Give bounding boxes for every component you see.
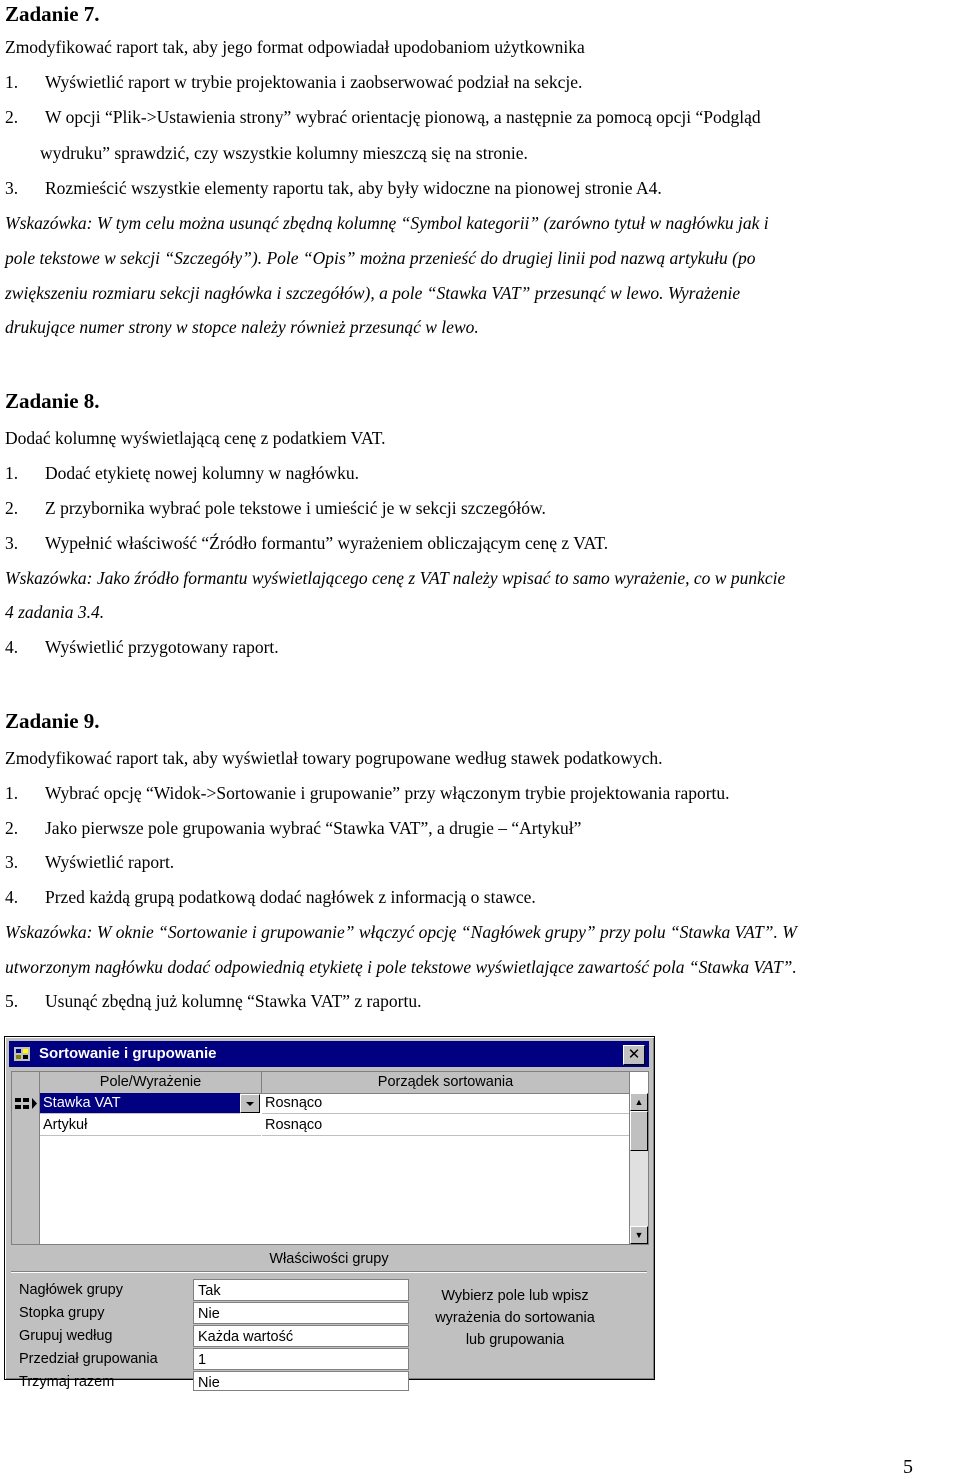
- z9-item-4: Przed każdą grupą podatkową dodać nagłówek z informacją o stawce.: [45, 887, 536, 907]
- group-indicator-icon: [14, 1095, 38, 1113]
- heading-zadanie-9: Zadanie 9.: [5, 709, 100, 733]
- column-header-order: Porządek sortowania: [262, 1072, 630, 1094]
- prop-value-group-interval[interactable]: 1: [193, 1348, 409, 1370]
- hint-line-2: wyrażenia do sortowania: [435, 1310, 595, 1326]
- hint-line-1: Wybierz pole lub wpisz: [441, 1288, 589, 1304]
- z8-intro: Dodać kolumnę wyświetlającą cenę z podatkiem VAT.: [5, 428, 386, 448]
- dialog-title: Sortowanie i grupowanie: [39, 1045, 217, 1062]
- page-number: 5: [903, 1456, 913, 1478]
- prop-label-group-header: Nagłówek grupy: [19, 1282, 123, 1298]
- group-properties-title: Właściwości grupy: [269, 1251, 389, 1267]
- z9-hint-1: Wskazówka: W oknie “Sortowanie i grupowanie” włączyć opcję “Nagłówek grupy” przy polu “Stawka VAT”. W: [5, 922, 797, 942]
- chevron-down-icon: [241, 1095, 259, 1112]
- scroll-thumb[interactable]: [630, 1111, 648, 1151]
- prop-label-group-on: Grupuj według: [19, 1328, 113, 1344]
- z7-hint-4: drukujące numer strony w stopce należy również przesunąć w lewo.: [5, 317, 479, 337]
- vertical-scrollbar[interactable]: [629, 1093, 648, 1244]
- heading-zadanie-8: Zadanie 8.: [5, 389, 100, 413]
- scroll-up-button[interactable]: [630, 1093, 648, 1111]
- z7-item-2-num: 2.: [5, 107, 19, 127]
- row-selector-column: [12, 1093, 40, 1244]
- row-1-field[interactable]: Stawka VAT: [40, 1093, 240, 1114]
- z8-item-2: Z przybornika wybrać pole tekstowe i umieścić je w sekcji szczegółów.: [45, 498, 546, 518]
- z8-item-1-num: 1.: [5, 463, 19, 483]
- z7-item-2a: W opcji “Plik->Ustawienia strony” wybrać orientację pionową, a następnie za pomocą opcji “Podgląd: [45, 107, 761, 127]
- hint-line-3: lub grupowania: [465, 1332, 565, 1348]
- z7-item-2b: wydruku” sprawdzić, czy wszystkie kolumny mieszczą się na stronie.: [40, 143, 528, 163]
- z9-item-3-num: 3.: [5, 852, 19, 872]
- z8-item-3-num: 3.: [5, 533, 19, 553]
- z9-item-1: Wybrać opcję “Widok->Sortowanie i grupowanie” przy włączonym trybie projektowania raportu.: [45, 783, 730, 803]
- z8-item-3: Wypełnić właściwość “Źródło formantu” wyrażeniem obliczającym cenę z VAT.: [45, 533, 609, 553]
- z9-item-5: Usunąć zbędną już kolumnę “Stawka VAT” z raportu.: [45, 991, 422, 1011]
- scroll-down-button[interactable]: [630, 1226, 648, 1244]
- z9-item-2: Jako pierwsze pole grupowania wybrać “Stawka VAT”, a drugie – “Artykuł”: [45, 818, 582, 838]
- dialog-titlebar: [9, 1041, 649, 1067]
- prop-label-group-footer: Stopka grupy: [19, 1305, 105, 1321]
- row-2-order[interactable]: Rosnąco: [262, 1115, 629, 1136]
- selector-header: [12, 1072, 40, 1094]
- z9-item-2-num: 2.: [5, 818, 19, 838]
- z8-item-4-num: 4.: [5, 637, 19, 657]
- z7-intro: Zmodyfikować raport tak, aby jego format odpowiadał upodobaniom użytkownika: [5, 37, 585, 57]
- arrow-down-icon: ▼: [634, 1230, 644, 1240]
- z8-item-4: Wyświetlić przygotowany raport.: [45, 637, 279, 657]
- prop-value-group-header[interactable]: Tak: [193, 1279, 409, 1301]
- z8-item-2-num: 2.: [5, 498, 19, 518]
- row-1-dropdown-button[interactable]: [240, 1094, 260, 1113]
- z9-item-1-num: 1.: [5, 783, 19, 803]
- z7-hint-3: zwiększeniu rozmiaru sekcji nagłówka i szczegółów), a pole “Stawka VAT” przesunąć w lewo. Wyrażenie: [5, 283, 741, 303]
- column-header-field: Pole/Wyrażenie: [40, 1072, 262, 1094]
- z9-item-3: Wyświetlić raport.: [45, 852, 175, 872]
- z7-hint-2: pole tekstowe w sekcji “Szczegóły”). Pole “Opis” można przenieść do drugiej linii pod nazwą artykułu (po: [5, 248, 756, 268]
- prop-label-keep-together: Trzymaj razem: [19, 1374, 115, 1390]
- prop-value-group-footer[interactable]: Nie: [193, 1302, 409, 1324]
- close-button[interactable]: [623, 1045, 645, 1065]
- sort-group-grid: [11, 1071, 649, 1245]
- z7-hint-1: Wskazówka: W tym celu można usunąć zbędną kolumnę “Symbol kategorii” (zarówno tytuł w nagłówku jak i: [5, 213, 769, 233]
- arrow-up-icon: ▲: [634, 1097, 644, 1107]
- close-icon: ✕: [627, 1046, 641, 1063]
- prop-value-group-on[interactable]: Każda wartość: [193, 1325, 409, 1347]
- app-icon: [14, 1047, 30, 1061]
- divider: [11, 1271, 647, 1273]
- row-2-field[interactable]: Artykuł: [40, 1115, 261, 1136]
- z9-hint-2: utworzonym nagłówku dodać odpowiednią etykietę i pole tekstowe wyświetlające zawartość pola “Stawka VAT”.: [5, 957, 797, 977]
- z7-item-3: Rozmieścić wszystkie elementy raportu tak, aby były widoczne na pionowej stronie A4.: [45, 178, 662, 198]
- prop-value-keep-together[interactable]: Nie: [193, 1371, 409, 1391]
- z9-intro: Zmodyfikować raport tak, aby wyświetlał towary pogrupowane według stawek podatkowych.: [5, 748, 663, 768]
- z7-item-1-num: 1.: [5, 72, 19, 92]
- z8-item-1: Dodać etykietę nowej kolumny w nagłówku.: [45, 463, 359, 483]
- sorting-grouping-dialog: [4, 1036, 655, 1391]
- row-1-order[interactable]: Rosnąco: [262, 1093, 629, 1114]
- heading-zadanie-7: Zadanie 7.: [5, 2, 100, 26]
- z9-item-5-num: 5.: [5, 991, 19, 1011]
- z7-item-1: Wyświetlić raport w trybie projektowania i zaobserwować podział na sekcje.: [45, 72, 583, 92]
- prop-label-group-interval: Przedział grupowania: [19, 1351, 158, 1367]
- z8-hint-2: 4 zadania 3.4.: [5, 602, 105, 622]
- z8-hint-1: Wskazówka: Jako źródło formantu wyświetlającego cenę z VAT należy wpisać to samo wyrażenie, co w punkcie: [5, 568, 786, 588]
- z9-item-4-num: 4.: [5, 887, 19, 907]
- hint-text: [413, 1285, 617, 1351]
- z7-item-3-num: 3.: [5, 178, 19, 198]
